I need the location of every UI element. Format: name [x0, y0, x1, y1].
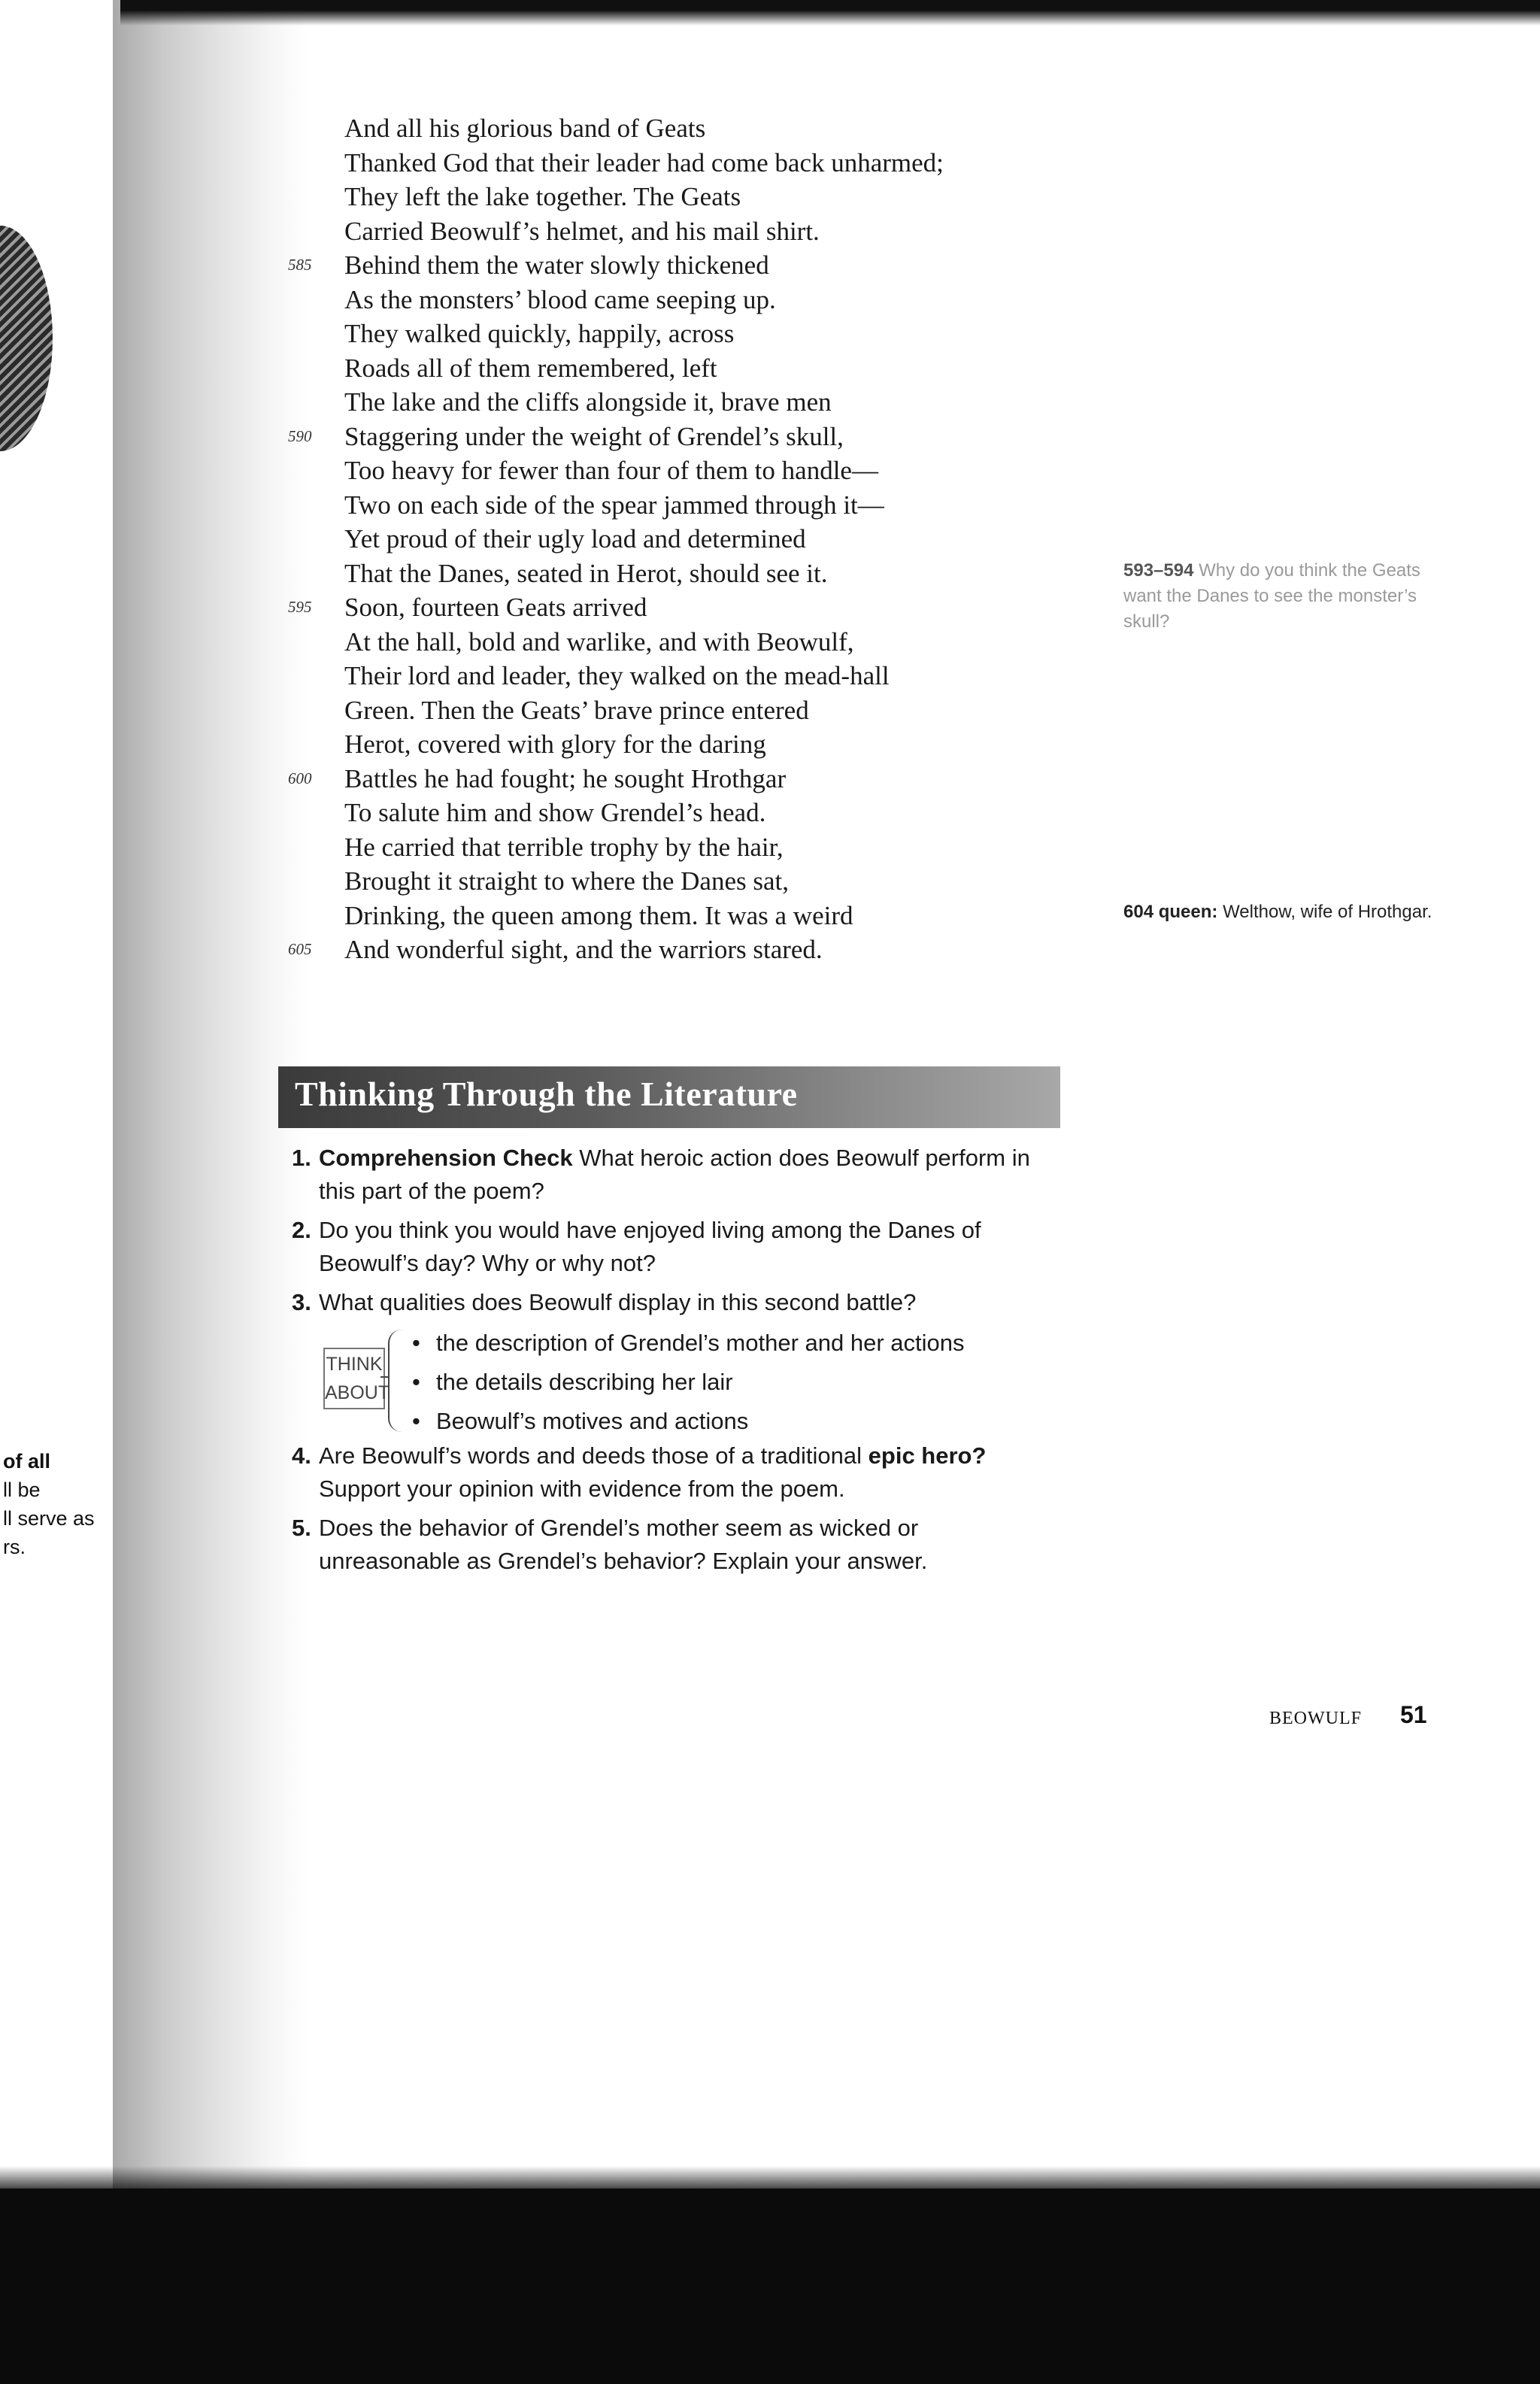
- left-fragment: ll serve as: [3, 1507, 95, 1530]
- line-text: Their lord and leader, they walked on the mead-hall: [344, 661, 890, 690]
- poem-line: [288, 420, 1096, 454]
- brace-icon: [388, 1330, 406, 1432]
- poem-line: [344, 864, 1096, 899]
- bullet-icon: •: [412, 1408, 420, 1434]
- line-text: Yet proud of their ugly load and determined: [344, 524, 806, 554]
- question-text: What qualities does Beowulf display in this second battle?: [319, 1289, 917, 1315]
- question-number: 5.: [292, 1515, 311, 1541]
- question-item: [292, 1286, 1059, 1319]
- running-footer-title: BEOWULF: [1269, 1709, 1362, 1728]
- poem-line: [344, 453, 1096, 488]
- line-text: Roads all of them remembered, left: [344, 353, 717, 383]
- scan-background: [0, 2188, 1540, 2384]
- top-edge-shadow: [120, 0, 1540, 26]
- line-text: Drinking, the queen among them. It was a weird: [344, 900, 853, 930]
- line-text: And all his glorious band of Geats: [344, 114, 706, 143]
- question-lead: Comprehension Check: [319, 1145, 573, 1171]
- poem-text: [288, 111, 1096, 967]
- think-about-text: the description of Grendel’s mother and her actions: [436, 1330, 965, 1356]
- think-about-item: [412, 1402, 965, 1441]
- note-text: Why do you think the Geats want the Danes to see the monster’s skull?: [1123, 560, 1420, 632]
- think-about-text: the details describing her lair: [436, 1369, 733, 1395]
- poem-line: [344, 351, 1096, 386]
- line-text: Green. Then the Geats’ brave prince entered: [344, 695, 809, 725]
- poem-line: [344, 283, 1096, 317]
- line-number: 600: [288, 769, 312, 787]
- question-item: [292, 1142, 1059, 1208]
- line-text: Brought it straight to where the Danes sat,: [344, 866, 789, 896]
- left-fragment: rs.: [3, 1536, 26, 1558]
- poem-line: [288, 762, 1096, 796]
- question-item: [292, 1214, 1059, 1280]
- think-label-line: THINK: [326, 1354, 383, 1375]
- line-text: Soon, fourteen Geats arrived: [344, 593, 647, 622]
- question-text: Support your opinion with evidence from the poem.: [319, 1476, 845, 1502]
- poem-line: [288, 933, 1096, 967]
- poem-line: [344, 488, 1096, 523]
- think-about-text: Beowulf’s motives and actions: [436, 1408, 749, 1434]
- line-text: Thanked God that their leader had come back unharmed;: [344, 147, 944, 177]
- poem-line: [344, 796, 1096, 830]
- poem-line: [344, 214, 1096, 249]
- line-number: 605: [288, 940, 312, 958]
- line-text: As the monsters’ blood came seeping up.: [344, 284, 776, 314]
- line-text: To salute him and show Grendel’s head.: [344, 798, 766, 827]
- line-text: Too heavy for fewer than four of them to handle—: [344, 456, 878, 485]
- margin-note-604: [1123, 899, 1447, 925]
- line-text: They left the lake together. The Geats: [344, 182, 741, 211]
- poem-line: [344, 557, 1096, 591]
- question-text: What heroic action does Beowulf perform in this part of the poem?: [319, 1145, 1030, 1204]
- poem-line: [344, 180, 1096, 214]
- section-title: Thinking Through the Literature: [295, 1075, 798, 1113]
- line-text: Herot, covered with glory for the daring: [344, 729, 766, 759]
- think-about-item: [412, 1324, 965, 1363]
- question-text: Does the behavior of Grendel’s mother seem as wicked or unreasonable as Grendel’s behavior? Explain your answer.: [319, 1515, 928, 1574]
- line-text: Carried Beowulf’s helmet, and his mail shirt.: [344, 216, 820, 246]
- bullet-icon: •: [412, 1369, 420, 1395]
- question-term: epic hero?: [868, 1442, 987, 1469]
- question-item: [292, 1512, 1059, 1578]
- line-text: Staggering under the weight of Grendel’s skull,: [344, 421, 844, 451]
- poem-line: [344, 317, 1096, 351]
- poem-line: [344, 385, 1096, 420]
- poem-line: [344, 625, 1096, 660]
- line-text: At the hall, bold and warlike, and with Beowulf,: [344, 626, 854, 657]
- poem-line: [344, 522, 1096, 557]
- note-ref: 593–594: [1123, 560, 1194, 581]
- question-list: [292, 1142, 1059, 1584]
- line-text: The lake and the cliffs alongside it, brave men: [344, 387, 832, 417]
- think-about-list: [412, 1324, 965, 1441]
- line-text: And wonderful sight, and the warriors stared.: [344, 935, 823, 964]
- page-number: 51: [1400, 1701, 1427, 1728]
- line-number: 590: [288, 426, 312, 445]
- note-ref: 604 queen:: [1123, 902, 1218, 922]
- line-number: 595: [288, 598, 312, 616]
- question-text: Do you think you would have enjoyed living among the Danes of Beowulf’s day? Why or why not?: [319, 1217, 981, 1276]
- poem-line: [344, 899, 1096, 933]
- poem-line: [344, 830, 1096, 865]
- margin-note-593: [1123, 558, 1447, 635]
- line-text: They walked quickly, happily, across: [344, 319, 735, 348]
- note-text: Welthow, wife of Hrothgar.: [1223, 902, 1432, 922]
- poem-line: [344, 146, 1096, 180]
- line-text: Behind them the water slowly thickened: [344, 250, 769, 280]
- question-text: Are Beowulf’s words and deeds those of a traditional: [319, 1442, 869, 1469]
- think-about-block: [292, 1324, 1059, 1435]
- poem-line: [344, 659, 1096, 693]
- line-text: He carried that terrible trophy by the hair,: [344, 832, 784, 862]
- line-text: Battles he had fought; he sought Hrothgar: [344, 763, 787, 793]
- left-fragment: ll be: [3, 1479, 41, 1501]
- think-about-item: [412, 1363, 965, 1402]
- poem-line: [288, 248, 1096, 283]
- bullet-icon: •: [412, 1330, 420, 1356]
- line-text: That the Danes, seated in Herot, should see it.: [344, 558, 828, 588]
- question-item: [292, 1439, 1059, 1506]
- think-about-label: [323, 1348, 390, 1409]
- think-label-line: ABOUT: [325, 1382, 390, 1403]
- question-number: 1.: [292, 1145, 311, 1171]
- line-text: Two on each side of the spear jammed through it—: [344, 490, 884, 520]
- poem-line: [344, 693, 1096, 728]
- left-fragment: of all: [3, 1450, 51, 1473]
- question-number: 3.: [292, 1289, 311, 1315]
- section-banner: [278, 1066, 1060, 1128]
- line-number: 585: [288, 256, 312, 274]
- left-page-text: [3, 1447, 95, 1561]
- poem-line: [288, 590, 1096, 625]
- question-number: 2.: [292, 1217, 311, 1243]
- poem-line: [344, 727, 1096, 762]
- poem-line: [344, 111, 1096, 146]
- question-number: 4.: [292, 1442, 311, 1469]
